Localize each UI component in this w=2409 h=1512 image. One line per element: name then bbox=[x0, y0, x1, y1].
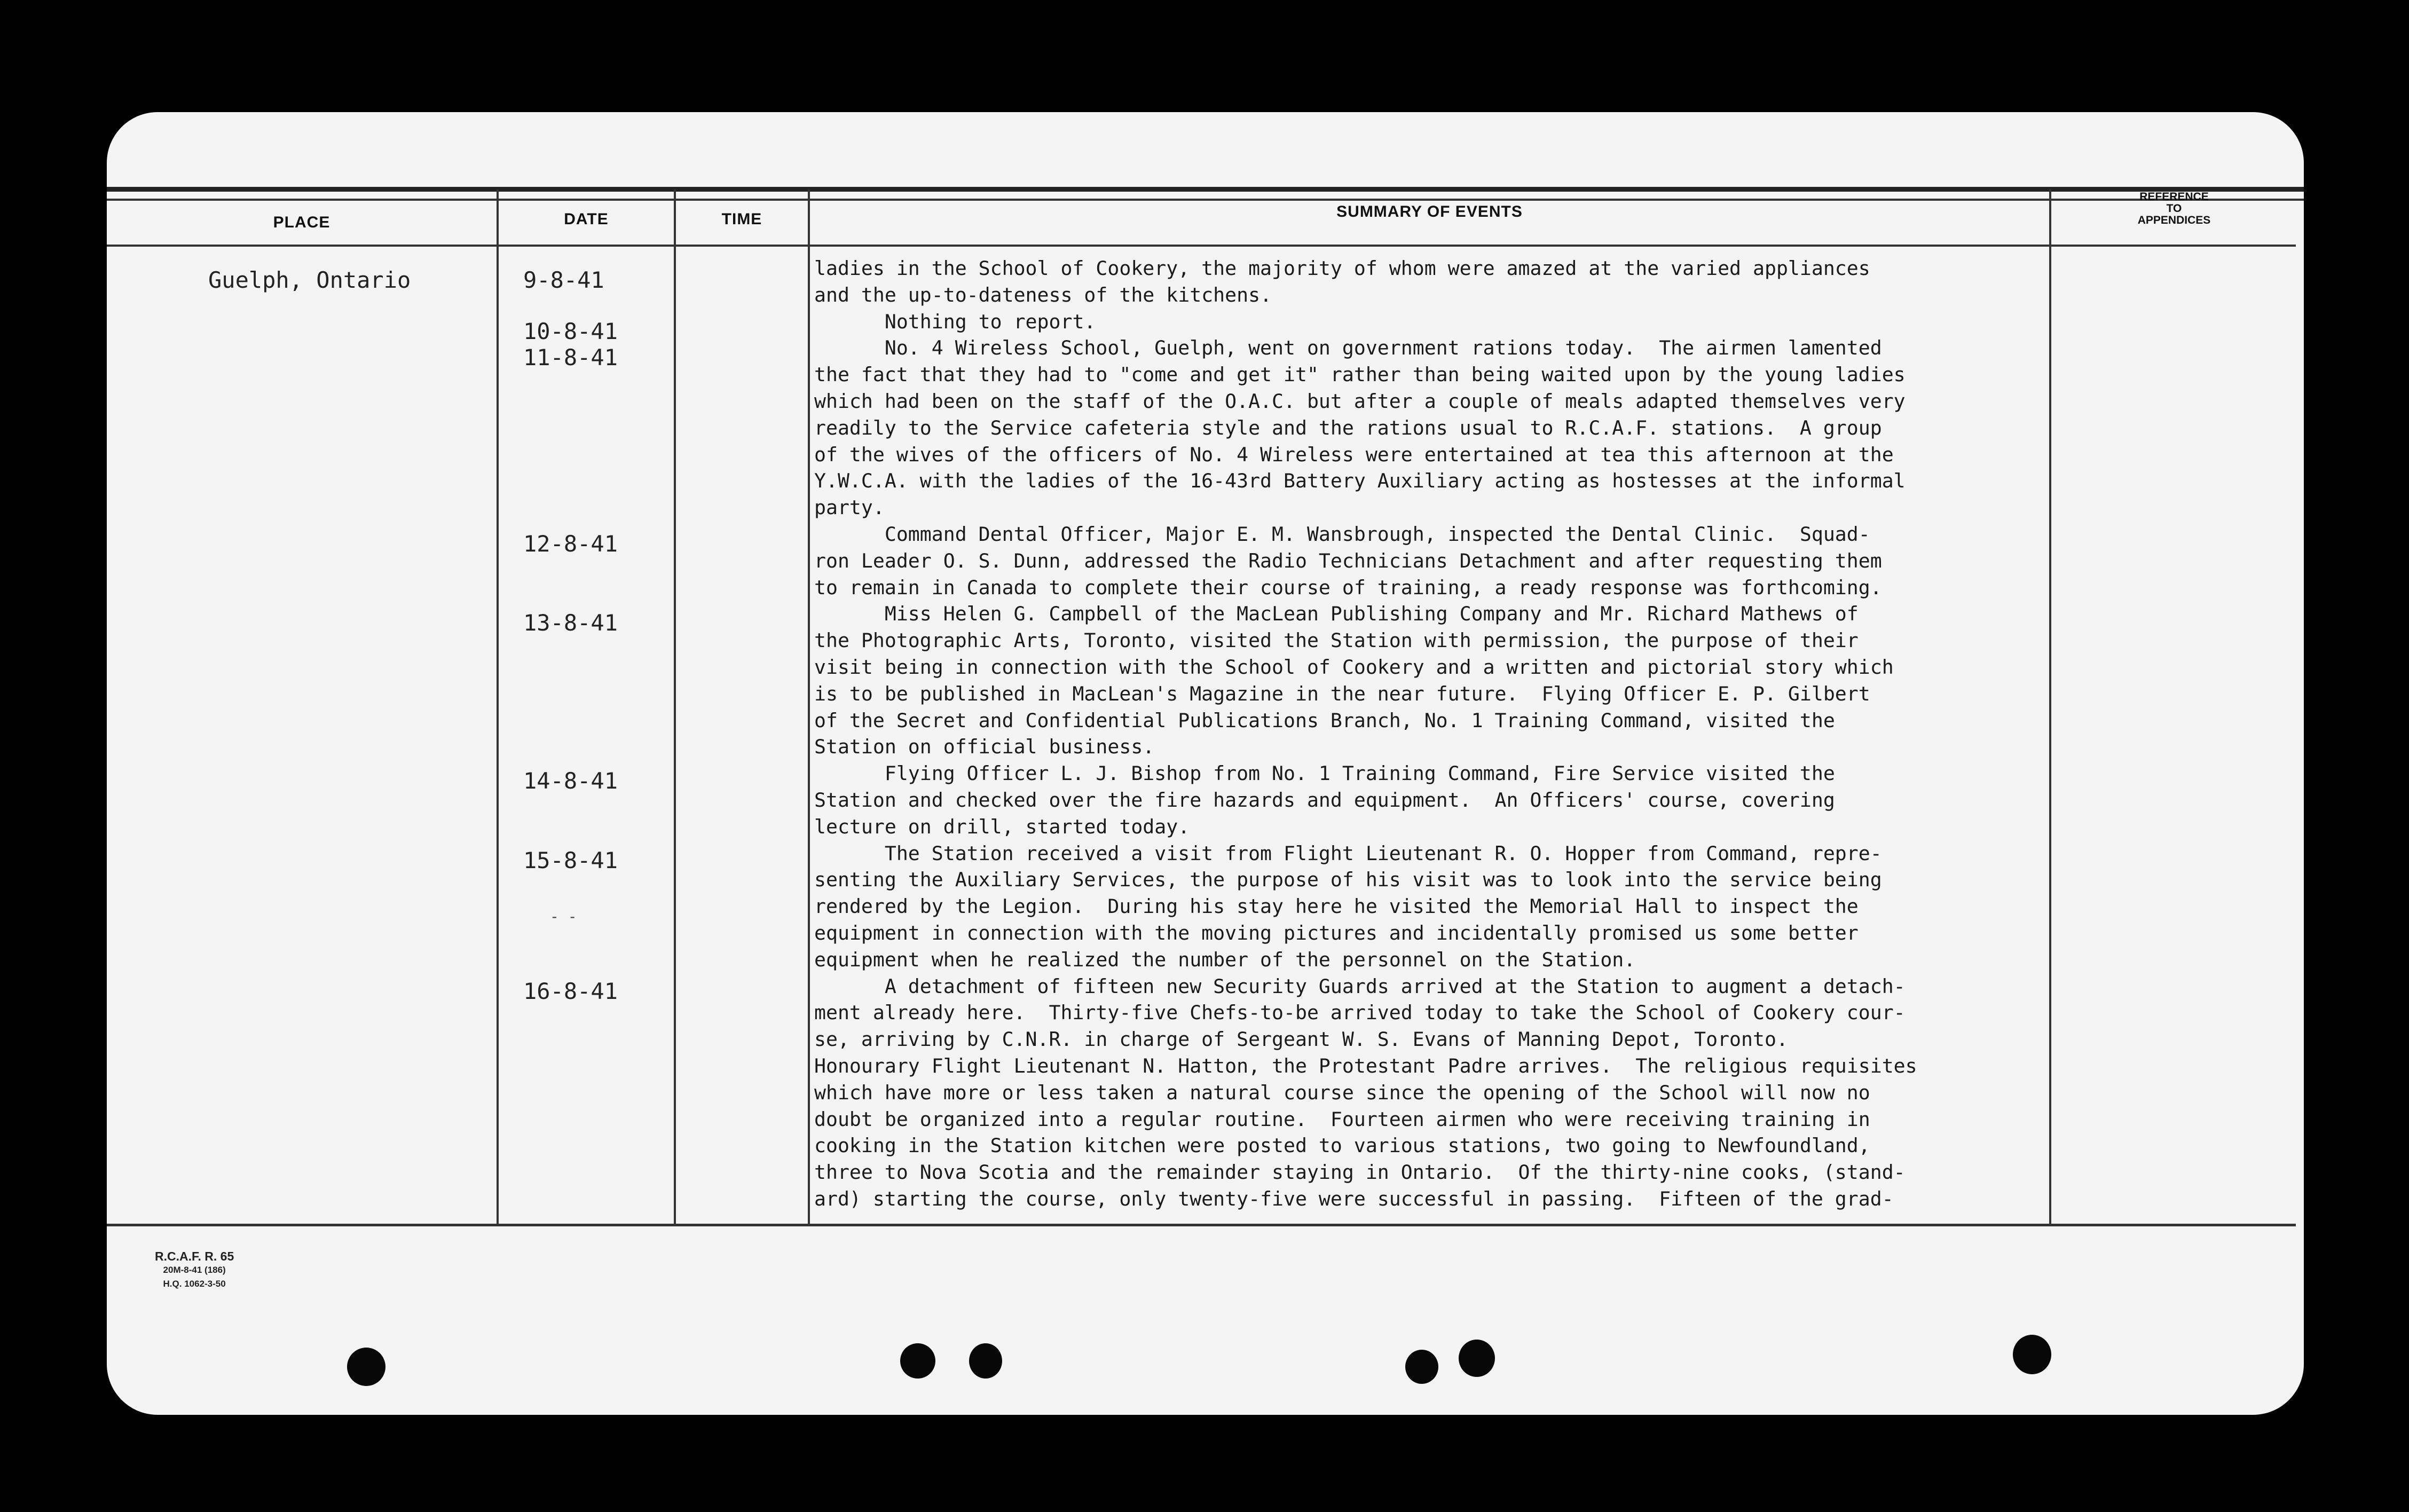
header-reference-line-3: APPENDICES bbox=[2137, 214, 2211, 226]
header-reference-line-2: TO bbox=[2166, 202, 2182, 215]
summary-line: cooking in the Station kitchen were posted to various stations, two going to Newfoundland, bbox=[814, 1134, 1870, 1157]
summary-line: which have more or less taken a natural course since the opening of the School will now no bbox=[814, 1081, 1870, 1104]
form-number bbox=[155, 1249, 234, 1291]
summary-line: of the wives of the officers of No. 4 Wireless were entertained at tea this afternoon at the bbox=[814, 443, 1894, 466]
top-border-line bbox=[107, 187, 2304, 192]
form-number-line-2: 20M-8-41 (186) bbox=[163, 1265, 226, 1275]
summary-line: Station on official business. bbox=[814, 735, 1155, 759]
column-divider-date-time bbox=[674, 190, 676, 1225]
summary-line: equipment in connection with the moving pictures and incidentally promised us some better bbox=[814, 921, 1859, 944]
summary-line: the Photographic Arts, Toronto, visited the Station with permission, the purpose of their bbox=[814, 629, 1859, 652]
date-entry: 13-8-41 bbox=[523, 610, 618, 636]
summary-line: ment already here. Thirty-five Chefs-to-be arrived today to take the School of Cookery cour- bbox=[814, 1001, 1906, 1025]
summary-line: senting the Auxiliary Services, the purpose of his visit was to look into the service being bbox=[814, 868, 1882, 892]
punch-hole bbox=[969, 1343, 1002, 1379]
place-value: Guelph, Ontario bbox=[208, 267, 411, 293]
summary-line: se, arriving by C.N.R. in charge of Sergeant W. S. Evans of Manning Depot, Toronto. bbox=[814, 1028, 1788, 1051]
summary-line: No. 4 Wireless School, Guelph, went on government rations today. The airmen lamented bbox=[814, 336, 1882, 360]
summary-line: Nothing to report. bbox=[814, 310, 1096, 333]
summary-of-events bbox=[814, 255, 2064, 1212]
form-number-line-1: R.C.A.F. R. 65 bbox=[155, 1249, 234, 1263]
punch-hole bbox=[1459, 1340, 1495, 1377]
form-number-line-3: H.Q. 1062-3-50 bbox=[163, 1279, 226, 1289]
date-entry: 11-8-41 bbox=[523, 344, 618, 371]
header-time: TIME bbox=[721, 210, 762, 228]
summary-line: is to be published in MacLean's Magazine in the near future. Flying Officer E. P. Gilbert bbox=[814, 682, 1870, 705]
date-entry: 12-8-41 bbox=[523, 531, 618, 557]
summary-line: ron Leader O. S. Dunn, addressed the Radio Technicians Detachment and after requesting them bbox=[814, 549, 1882, 572]
column-divider-place-date bbox=[497, 190, 499, 1225]
date-entry: 10-8-41 bbox=[523, 318, 618, 344]
punch-hole bbox=[347, 1348, 385, 1386]
header-summary: SUMMARY OF EVENTS bbox=[1336, 203, 1523, 220]
summary-line: rendered by the Legion. During his stay here he visited the Memorial Hall to inspect the bbox=[814, 895, 1859, 918]
punch-hole bbox=[2013, 1335, 2051, 1374]
header-place: PLACE bbox=[273, 214, 330, 231]
summary-line: doubt be organized into a regular routine. Fourteen airmen who were receiving training in bbox=[814, 1107, 1870, 1131]
summary-line: of the Secret and Confidential Publications Branch, No. 1 Training Command, visited the bbox=[814, 708, 1835, 732]
header-reference-line-1: REFERENCE bbox=[2139, 191, 2209, 203]
summary-line: party. bbox=[814, 496, 885, 519]
date-entry: 15-8-41 bbox=[523, 847, 618, 873]
header-date: DATE bbox=[564, 210, 609, 228]
summary-line: ard) starting the course, only twenty-five were successful in passing. Fifteen of the grad- bbox=[814, 1187, 1894, 1210]
punch-hole bbox=[900, 1343, 935, 1379]
summary-line: Station and checked over the fire hazards and equipment. An Officers' course, covering bbox=[814, 788, 1835, 812]
summary-line: the fact that they had to "come and get it" rather than being waited upon by the young ladies bbox=[814, 363, 1906, 387]
date-entry: 16-8-41 bbox=[523, 978, 618, 1004]
summary-line: to remain in Canada to complete their course of training, a ready response was forthcoming. bbox=[814, 576, 1882, 599]
summary-line: ladies in the School of Cookery, the majority of whom were amazed at the varied appliances bbox=[814, 257, 1870, 280]
separator-mark: - - bbox=[550, 908, 577, 925]
column-divider-time-summary bbox=[808, 190, 810, 1225]
date-entry: 14-8-41 bbox=[523, 768, 618, 794]
summary-line: equipment when he realized the number of the personnel on the Station. bbox=[814, 948, 1636, 971]
summary-line: three to Nova Scotia and the remainder staying in Ontario. Of the thirty-nine cooks, (stand- bbox=[814, 1161, 1906, 1184]
summary-line: A detachment of fifteen new Security Guards arrived at the Station to augment a detach- bbox=[814, 974, 1906, 998]
header-bottom-rule bbox=[107, 245, 2296, 247]
summary-line: Flying Officer L. J. Bishop from No. 1 Training Command, Fire Service visited the bbox=[814, 762, 1835, 785]
header-top-rule bbox=[107, 199, 2304, 201]
summary-line: Honourary Flight Lieutenant N. Hatton, the Protestant Padre arrives. The religious requisites bbox=[814, 1054, 1917, 1077]
summary-line: readily to the Service cafeteria style and the rations usual to R.C.A.F. stations. A group bbox=[814, 416, 1882, 439]
summary-line: Y.W.C.A. with the ladies of the 16-43rd Battery Auxiliary acting as hostesses at the informal bbox=[814, 469, 1906, 493]
punch-hole bbox=[1405, 1350, 1438, 1384]
summary-line: The Station received a visit from Flight Lieutenant R. O. Hopper from Command, repre- bbox=[814, 841, 1882, 865]
summary-line: which had been on the staff of the O.A.C. but after a couple of meals adapted themselves very bbox=[814, 389, 1906, 413]
header-reference bbox=[2051, 191, 2297, 226]
summary-line: Command Dental Officer, Major E. M. Wansbrough, inspected the Dental Clinic. Squad- bbox=[814, 522, 1870, 546]
summary-line: visit being in connection with the School of Cookery and a written and pictorial story which bbox=[814, 655, 1894, 679]
summary-line: and the up-to-dateness of the kitchens. bbox=[814, 283, 1272, 306]
summary-line: lecture on drill, started today. bbox=[814, 815, 1190, 838]
date-entry: 9-8-41 bbox=[523, 267, 604, 293]
summary-line: Miss Helen G. Campbell of the MacLean Publishing Company and Mr. Richard Mathews of bbox=[814, 602, 1859, 626]
table-bottom-rule bbox=[107, 1224, 2296, 1226]
